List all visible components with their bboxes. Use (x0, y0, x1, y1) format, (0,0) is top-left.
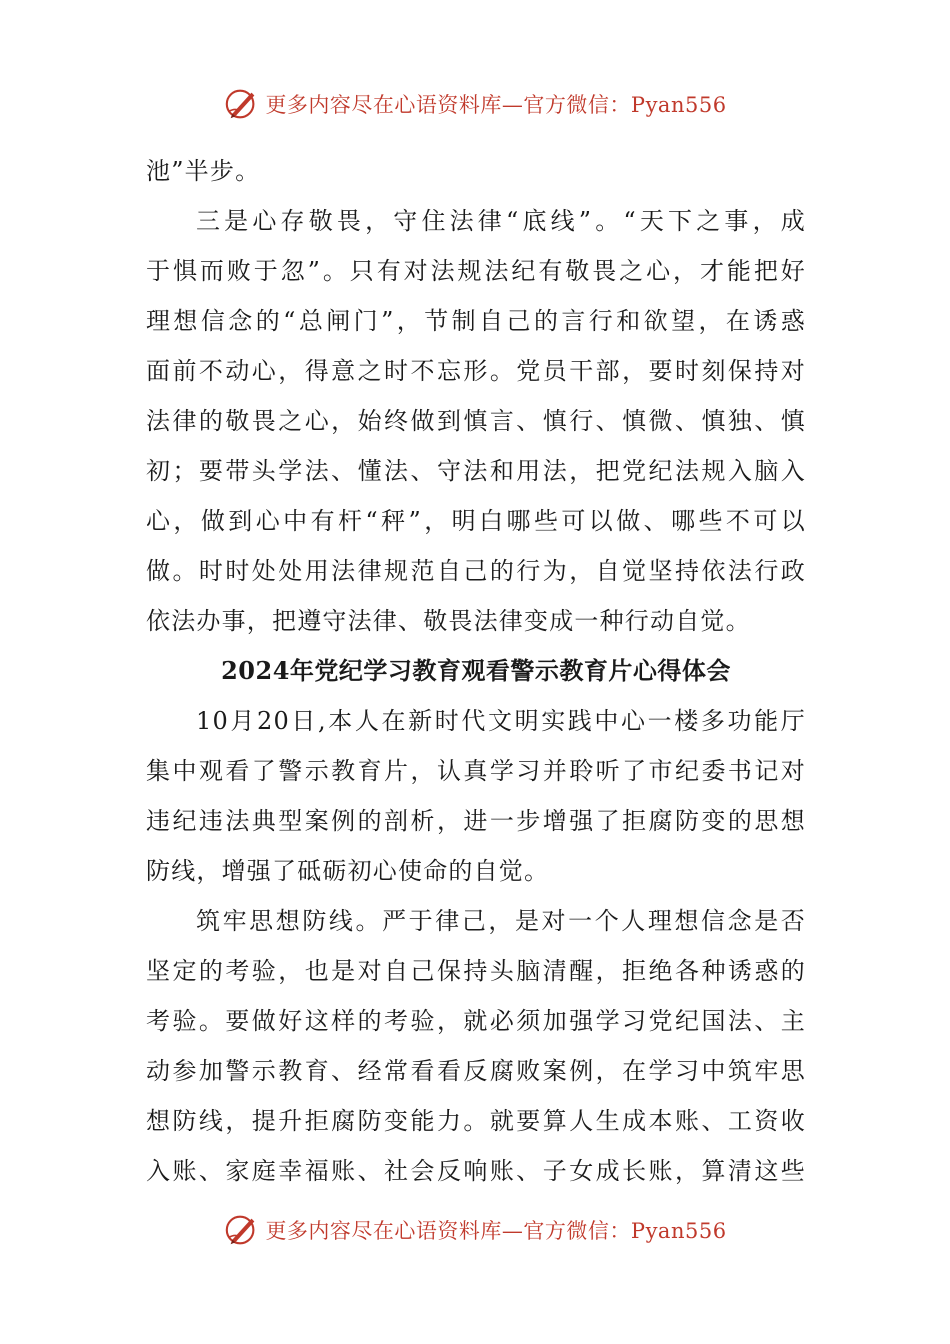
text-line: 法律的敬畏之心，始终做到慎言、慎行、慎微、慎独、慎 (146, 407, 806, 435)
text-line: 心，做到心中有杆“秤”，明白哪些可以做、哪些不可以 (146, 507, 806, 535)
header-watermark (0, 84, 950, 124)
document-body (146, 146, 806, 1196)
text-line: 池”半步。 (146, 157, 261, 185)
text-line: 动参加警示教育、经常看看反腐败案例，在学习中筑牢思 (146, 1057, 806, 1085)
text-line: 理想信念的“总闸门”，节制自己的言行和欲望，在诱惑 (146, 307, 806, 335)
text-line: 于惧而败于忽”。只有对法规法纪有敬畏之心，才能把好 (146, 257, 806, 285)
paragraph-start-line: 10月20日,本人在新时代文明实践中心一楼多功能厅 (196, 707, 806, 735)
text-line: 初；要带头学法、懂法、守法和用法，把党纪法规入脑入 (146, 457, 806, 485)
paragraph-start-line: 三是心存敬畏，守住法律“底线”。“天下之事，成 (196, 207, 806, 235)
text-line: 集中观看了警示教育片，认真学习并聆听了市纪委书记对 (146, 757, 806, 785)
pen-logo-icon (223, 85, 261, 123)
text-line: 面前不动心，得意之时不忘形。党员干部，要时刻保持对 (146, 357, 806, 385)
paragraph-start-line: 筑牢思想防线。严于律己，是对一个人理想信念是否 (196, 907, 806, 935)
text-line: 想防线，提升拒腐防变能力。就要算人生成本账、工资收 (146, 1107, 806, 1135)
section-title: 2024年党纪学习教育观看警示教育片心得体会 (221, 656, 731, 685)
watermark-text: 更多内容尽在心语资料库—官方微信：Pyan556 (265, 1219, 727, 1243)
text-line: 防线，增强了砥砺初心使命的自觉。 (146, 857, 550, 885)
pen-logo-icon (223, 1211, 261, 1249)
text-line: 做。时时处处用法律规范自己的行为，自觉坚持依法行政 (146, 557, 806, 585)
footer-watermark (0, 1210, 950, 1250)
text-line: 依法办事，把遵守法律、敬畏法律变成一种行动自觉。 (146, 607, 751, 635)
text-line: 考验。要做好这样的考验，就必须加强学习党纪国法、主 (146, 1007, 806, 1035)
text-line: 违纪违法典型案例的剖析，进一步增强了拒腐防变的思想 (146, 807, 806, 835)
text-line: 坚定的考验，也是对自己保持头脑清醒，拒绝各种诱惑的 (146, 957, 806, 985)
watermark-text: 更多内容尽在心语资料库—官方微信：Pyan556 (265, 93, 727, 117)
text-line: 入账、家庭幸福账、社会反响账、子女成长账，算清这些 (146, 1157, 806, 1185)
